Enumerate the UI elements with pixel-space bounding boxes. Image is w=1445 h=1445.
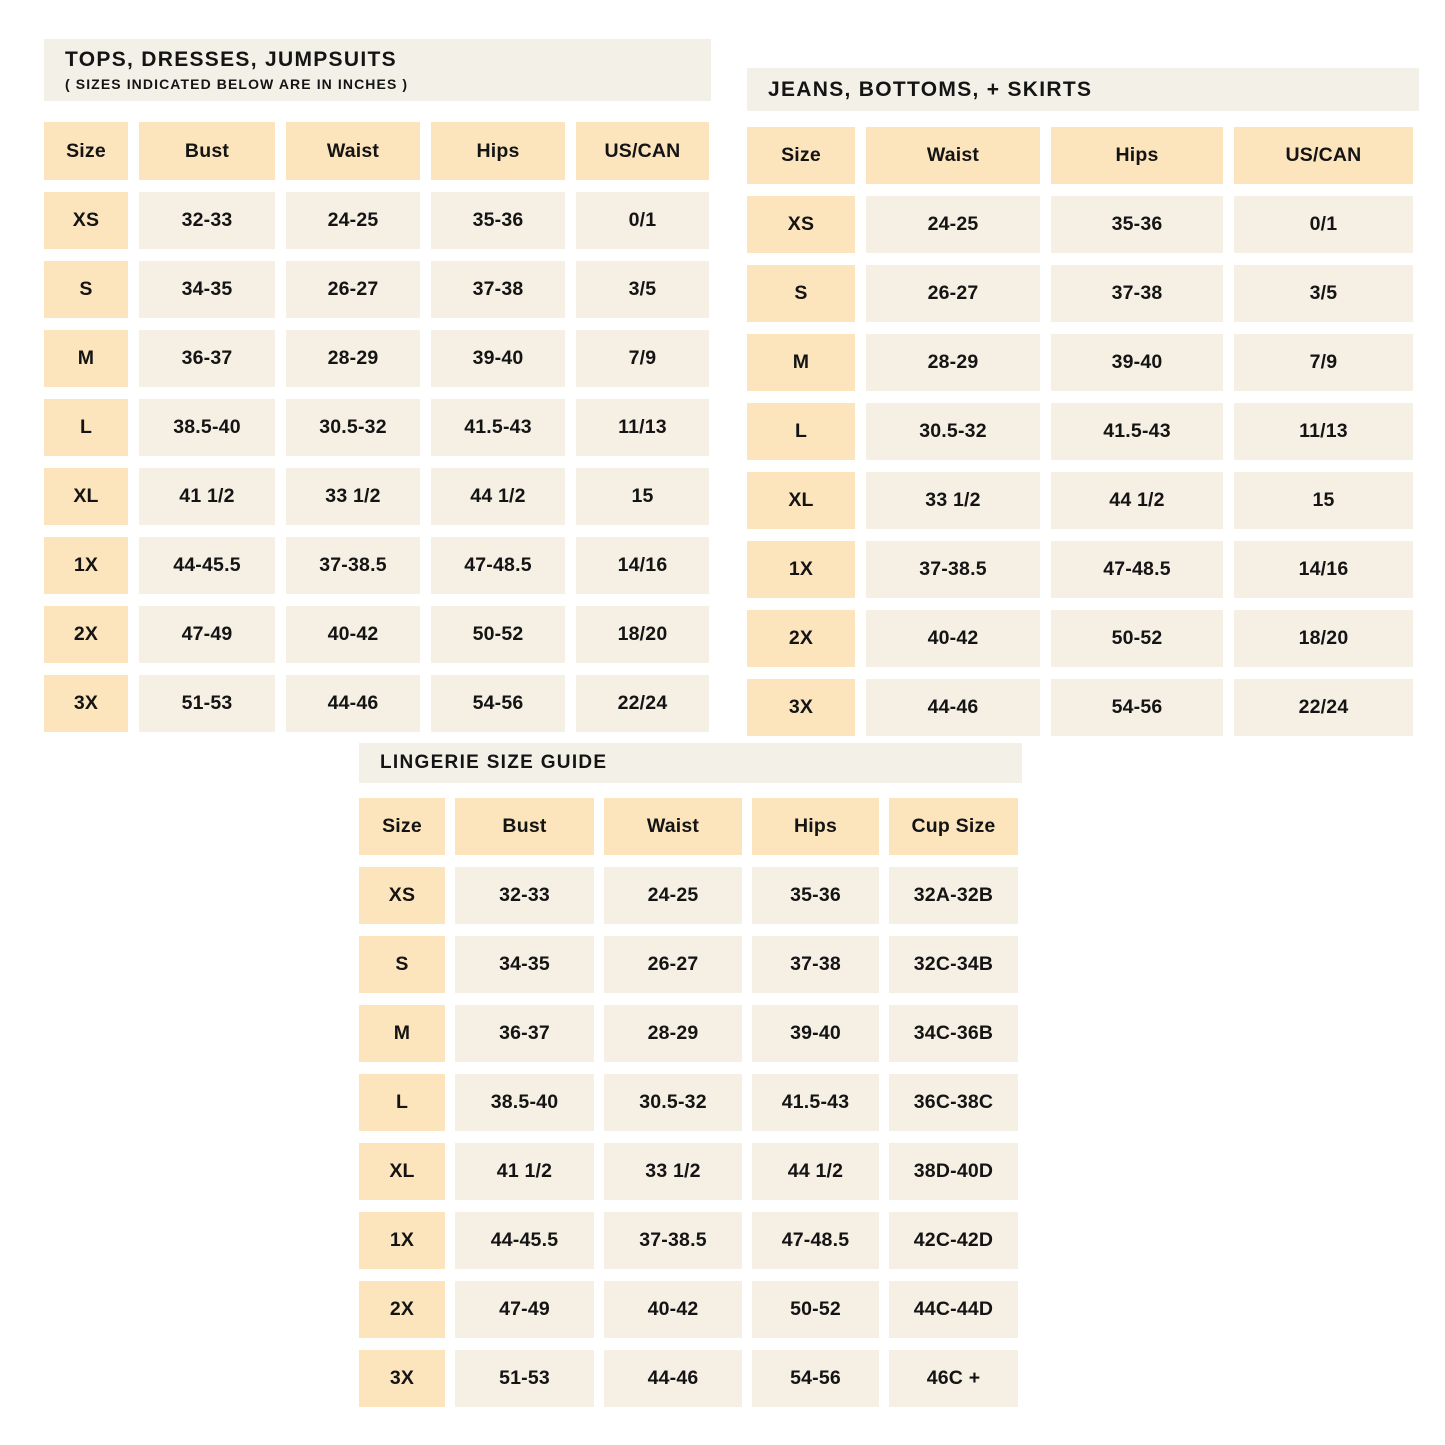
measurement-cell: 47-49	[139, 606, 275, 663]
measurement-cell: 28-29	[286, 330, 420, 387]
size-chart-tops-dresses-jumpsuits	[44, 39, 711, 732]
measurement-cell: 28-29	[604, 1005, 742, 1062]
measurement-cell: 36-37	[455, 1005, 594, 1062]
measurement-cell: 40-42	[866, 610, 1040, 667]
measurement-cell: 30.5-32	[604, 1074, 742, 1131]
measurement-cell: 44 1/2	[1051, 472, 1223, 529]
column-header-cell: Hips	[752, 798, 879, 855]
size-label-cell: XS	[747, 196, 855, 253]
column-header-cell: Waist	[866, 127, 1040, 184]
measurement-cell: 37-38	[431, 261, 565, 318]
measurement-cell: 46C +	[889, 1350, 1018, 1407]
measurement-cell: 50-52	[1051, 610, 1223, 667]
measurement-cell: 34C-36B	[889, 1005, 1018, 1062]
measurement-cell: 14/16	[576, 537, 709, 594]
measurement-cell: 30.5-32	[286, 399, 420, 456]
measurement-cell: 35-36	[1051, 196, 1223, 253]
measurement-cell: 40-42	[604, 1281, 742, 1338]
measurement-cell: 37-38.5	[286, 537, 420, 594]
measurement-cell: 14/16	[1234, 541, 1413, 598]
column-header-cell: US/CAN	[576, 122, 709, 180]
measurement-cell: 0/1	[1234, 196, 1413, 253]
size-label-cell: S	[747, 265, 855, 322]
measurement-cell: 24-25	[286, 192, 420, 249]
measurement-cell: 54-56	[752, 1350, 879, 1407]
measurement-cell: 38.5-40	[455, 1074, 594, 1131]
column-header-cell: Waist	[604, 798, 742, 855]
measurement-cell: 44 1/2	[752, 1143, 879, 1200]
measurement-cell: 11/13	[1234, 403, 1413, 460]
chart-subtitle: ( SIZES INDICATED BELOW ARE IN INCHES )	[65, 76, 409, 92]
size-label-cell: M	[747, 334, 855, 391]
size-label-cell: XS	[44, 192, 128, 249]
size-label-cell: 3X	[44, 675, 128, 732]
measurement-cell: 0/1	[576, 192, 709, 249]
column-header-row	[359, 798, 1022, 855]
column-header-cell: Bust	[139, 122, 275, 180]
size-label-cell: M	[44, 330, 128, 387]
measurement-cell: 36C-38C	[889, 1074, 1018, 1131]
measurement-cell: 11/13	[576, 399, 709, 456]
measurement-cell: 26-27	[286, 261, 420, 318]
size-label-cell: L	[747, 403, 855, 460]
measurement-cell: 24-25	[866, 196, 1040, 253]
size-label-cell: L	[359, 1074, 445, 1131]
measurement-cell: 30.5-32	[866, 403, 1040, 460]
size-label-cell: 2X	[359, 1281, 445, 1338]
measurement-cell: 32C-34B	[889, 936, 1018, 993]
measurement-cell: 39-40	[431, 330, 565, 387]
measurement-cell: 47-48.5	[1051, 541, 1223, 598]
measurement-cell: 22/24	[1234, 679, 1413, 736]
measurement-cell: 39-40	[1051, 334, 1223, 391]
size-chart-jeans-bottoms-skirts	[747, 68, 1419, 736]
size-table-body	[44, 192, 711, 732]
measurement-cell: 54-56	[1051, 679, 1223, 736]
chart-title-band	[747, 68, 1419, 111]
measurement-cell: 36-37	[139, 330, 275, 387]
measurement-cell: 32-33	[139, 192, 275, 249]
measurement-cell: 42C-42D	[889, 1212, 1018, 1269]
size-label-cell: S	[359, 936, 445, 993]
measurement-cell: 50-52	[431, 606, 565, 663]
measurement-cell: 15	[1234, 472, 1413, 529]
measurement-cell: 50-52	[752, 1281, 879, 1338]
size-chart-lingerie	[359, 743, 1022, 1407]
size-label-cell: XL	[747, 472, 855, 529]
measurement-cell: 28-29	[866, 334, 1040, 391]
measurement-cell: 37-38.5	[604, 1212, 742, 1269]
column-header-cell: Waist	[286, 122, 420, 180]
measurement-cell: 3/5	[1234, 265, 1413, 322]
size-label-cell: 2X	[747, 610, 855, 667]
measurement-cell: 39-40	[752, 1005, 879, 1062]
column-header-cell: US/CAN	[1234, 127, 1413, 184]
size-label-cell: 3X	[747, 679, 855, 736]
measurement-cell: 41.5-43	[1051, 403, 1223, 460]
measurement-cell: 32A-32B	[889, 867, 1018, 924]
size-label-cell: M	[359, 1005, 445, 1062]
measurement-cell: 51-53	[455, 1350, 594, 1407]
measurement-cell: 41.5-43	[431, 399, 565, 456]
measurement-cell: 33 1/2	[866, 472, 1040, 529]
measurement-cell: 54-56	[431, 675, 565, 732]
measurement-cell: 38D-40D	[889, 1143, 1018, 1200]
measurement-cell: 41.5-43	[752, 1074, 879, 1131]
measurement-cell: 7/9	[1234, 334, 1413, 391]
measurement-cell: 37-38.5	[866, 541, 1040, 598]
measurement-cell: 35-36	[431, 192, 565, 249]
measurement-cell: 34-35	[455, 936, 594, 993]
size-label-cell: XL	[44, 468, 128, 525]
column-header-cell: Size	[359, 798, 445, 855]
chart-title: LINGERIE SIZE GUIDE	[380, 752, 608, 773]
measurement-cell: 26-27	[604, 936, 742, 993]
measurement-cell: 38.5-40	[139, 399, 275, 456]
size-label-cell: 1X	[747, 541, 855, 598]
measurement-cell: 37-38	[1051, 265, 1223, 322]
chart-title-band	[359, 743, 1022, 783]
measurement-cell: 37-38	[752, 936, 879, 993]
size-label-cell: 2X	[44, 606, 128, 663]
measurement-cell: 15	[576, 468, 709, 525]
measurement-cell: 3/5	[576, 261, 709, 318]
measurement-cell: 34-35	[139, 261, 275, 318]
measurement-cell: 41 1/2	[455, 1143, 594, 1200]
column-header-row	[44, 122, 711, 180]
measurement-cell: 44C-44D	[889, 1281, 1018, 1338]
measurement-cell: 26-27	[866, 265, 1040, 322]
column-header-row	[747, 127, 1419, 184]
column-header-cell: Size	[44, 122, 128, 180]
measurement-cell: 7/9	[576, 330, 709, 387]
size-label-cell: XL	[359, 1143, 445, 1200]
size-table-body	[747, 196, 1419, 736]
column-header-cell: Hips	[431, 122, 565, 180]
measurement-cell: 40-42	[286, 606, 420, 663]
measurement-cell: 33 1/2	[286, 468, 420, 525]
column-header-cell: Size	[747, 127, 855, 184]
size-label-cell: XS	[359, 867, 445, 924]
chart-title-band	[44, 39, 711, 101]
measurement-cell: 35-36	[752, 867, 879, 924]
measurement-cell: 41 1/2	[139, 468, 275, 525]
measurement-cell: 44 1/2	[431, 468, 565, 525]
measurement-cell: 47-48.5	[752, 1212, 879, 1269]
size-label-cell: 1X	[44, 537, 128, 594]
measurement-cell: 44-45.5	[455, 1212, 594, 1269]
measurement-cell: 47-49	[455, 1281, 594, 1338]
chart-title: JEANS, BOTTOMS, + SKIRTS	[768, 77, 1093, 101]
size-label-cell: S	[44, 261, 128, 318]
column-header-cell: Bust	[455, 798, 594, 855]
measurement-cell: 44-46	[866, 679, 1040, 736]
measurement-cell: 18/20	[1234, 610, 1413, 667]
measurement-cell: 18/20	[576, 606, 709, 663]
size-table-body	[359, 867, 1022, 1407]
size-label-cell: 1X	[359, 1212, 445, 1269]
measurement-cell: 47-48.5	[431, 537, 565, 594]
size-label-cell: L	[44, 399, 128, 456]
measurement-cell: 44-46	[604, 1350, 742, 1407]
column-header-cell: Cup Size	[889, 798, 1018, 855]
measurement-cell: 33 1/2	[604, 1143, 742, 1200]
chart-title: TOPS, DRESSES, JUMPSUITS	[65, 48, 397, 71]
measurement-cell: 24-25	[604, 867, 742, 924]
measurement-cell: 32-33	[455, 867, 594, 924]
column-header-cell: Hips	[1051, 127, 1223, 184]
measurement-cell: 44-46	[286, 675, 420, 732]
measurement-cell: 44-45.5	[139, 537, 275, 594]
size-label-cell: 3X	[359, 1350, 445, 1407]
measurement-cell: 22/24	[576, 675, 709, 732]
measurement-cell: 51-53	[139, 675, 275, 732]
